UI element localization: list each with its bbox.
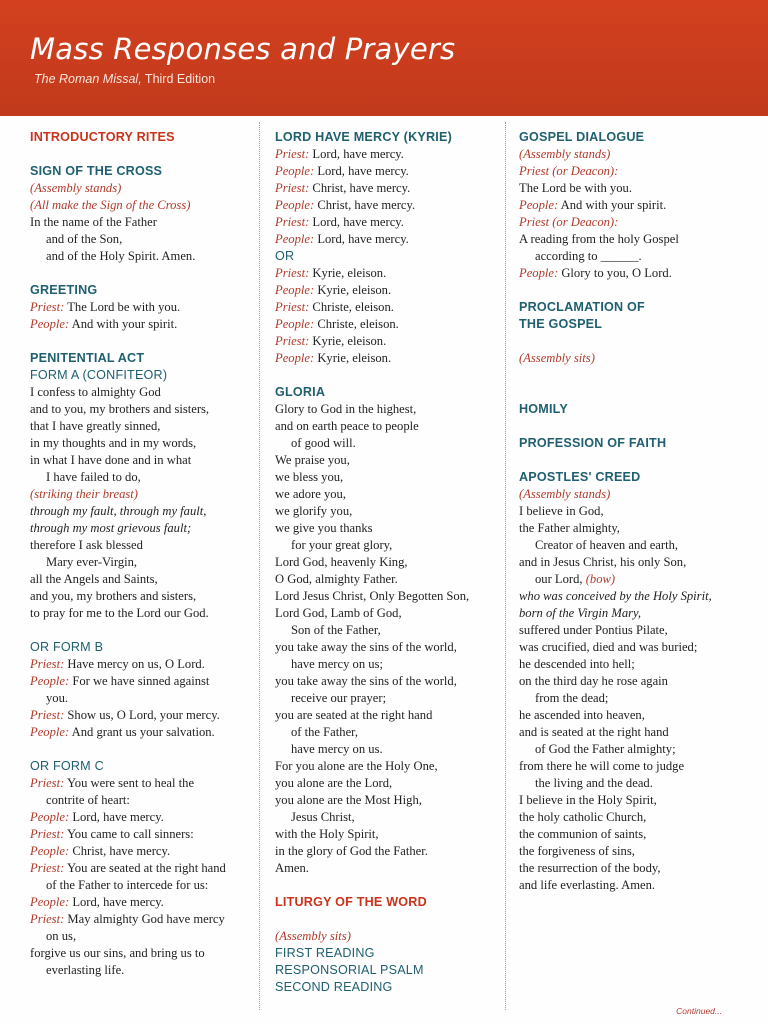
response-text: Kyrie, eleison. [314, 283, 392, 297]
speaker-label: Priest: [30, 776, 65, 790]
column-3 [519, 129, 754, 894]
prayer-line: In the name of the Father [30, 215, 157, 229]
dialogue-line [30, 707, 252, 724]
speaker-label: Priest: [30, 861, 65, 875]
dialogue-line [275, 333, 500, 350]
prayer-line: we glorify you, [275, 504, 353, 518]
speaker-label: People: [275, 232, 315, 246]
spacer [275, 367, 500, 384]
response-text: The Lord be with you. [64, 300, 181, 314]
spacer [30, 146, 252, 163]
response-text: And with your spirit. [558, 198, 667, 212]
dialogue-line [30, 894, 252, 911]
prayer-line: Son of the Father, [291, 623, 381, 637]
response-text: And grant us your salvation. [69, 725, 215, 739]
response-text: Kyrie, eleison. [309, 334, 387, 348]
prayer-line-italic: who was conceived by the Holy Spirit, [519, 589, 712, 603]
dialogue-line [275, 146, 500, 163]
prayer-line: have mercy on us. [291, 742, 383, 756]
prayer-line: and of the Holy Spirit. Amen. [46, 249, 196, 263]
spacer [30, 265, 252, 282]
dialogue-line [275, 265, 500, 282]
dialogue-line [30, 316, 252, 333]
prayer-line: O God, almighty Father. [275, 572, 398, 586]
prayer-line: We praise you, [275, 453, 350, 467]
speaker-label: Priest: [30, 300, 65, 314]
prayer-line: Lord God, heavenly King, [275, 555, 408, 569]
response-text: Lord, have mercy. [309, 215, 404, 229]
prayer-line: he descended into hell; [519, 657, 635, 671]
prayer-line: The Lord be with you. [519, 181, 632, 195]
prayer-line: was crucified, died and was buried; [519, 640, 698, 654]
rubric: (Assembly stands) [519, 147, 611, 161]
response-text: Show us, O Lord, your mercy. [64, 708, 220, 722]
prayer-line: have mercy on us; [291, 657, 383, 671]
prayer-line: in my thoughts and in my words, [30, 436, 197, 450]
speaker-label: People: [275, 198, 315, 212]
prayer-line: you take away the sins of the world, [275, 674, 457, 688]
speaker-label: Priest: [275, 266, 310, 280]
response-text: Have mercy on us, O Lord. [64, 657, 205, 671]
section-heading: OR FORM C [30, 759, 104, 773]
dialogue-line [519, 265, 754, 282]
rubric: Priest (or Deacon): [519, 164, 619, 178]
speaker-label: People: [30, 844, 70, 858]
dialogue-line [275, 316, 500, 333]
prayer-line: and you, my brothers and sisters, [30, 589, 197, 603]
dialogue-line [275, 180, 500, 197]
speaker-label: Priest: [275, 181, 310, 195]
prayer-line: you. [46, 691, 69, 705]
dialogue-line [275, 350, 500, 367]
prayer-line: of the Father, [291, 725, 358, 739]
dialogue-line [30, 809, 252, 826]
speaker-label: Priest: [275, 215, 310, 229]
speaker-label: Priest: [275, 334, 310, 348]
prayer-line: and in Jesus Christ, his only Son, [519, 555, 687, 569]
prayer-line: with the Holy Spirit, [275, 827, 379, 841]
prayer-line: the Father almighty, [519, 521, 620, 535]
speaker-label: People: [30, 725, 70, 739]
rubric: (Assembly stands) [519, 487, 611, 501]
rubric: Priest (or Deacon): [519, 215, 619, 229]
prayer-line: you are seated at the right hand [275, 708, 433, 722]
column-divider [505, 122, 506, 1010]
response-text: Kyrie, eleison. [314, 351, 392, 365]
speaker-label: People: [519, 198, 559, 212]
spacer [30, 622, 252, 639]
rubric: (All make the Sign of the Cross) [30, 198, 191, 212]
section-heading: FIRST READING [275, 946, 375, 960]
speaker-label: People: [519, 266, 559, 280]
prayer-line: from the dead; [535, 691, 609, 705]
prayer-line: we bless you, [275, 470, 344, 484]
section-heading: LORD HAVE MERCY (KYRIE) [275, 130, 452, 144]
dialogue-line [275, 299, 500, 316]
prayer-line: you alone are the Lord, [275, 776, 393, 790]
section-heading: THE GOSPEL [519, 317, 603, 331]
dialogue-line [275, 231, 500, 248]
section-heading: PROFESSION OF FAITH [519, 436, 667, 450]
section-heading: PROCLAMATION OF [519, 300, 645, 314]
section-heading: HOMILY [519, 402, 569, 416]
prayer-line: and on earth peace to people [275, 419, 419, 433]
response-text: You are seated at the right hand [64, 861, 226, 875]
section-heading: OR FORM B [30, 640, 104, 654]
dialogue-line [30, 673, 252, 690]
dialogue-line [30, 656, 252, 673]
prayer-line: and of the Son, [46, 232, 123, 246]
spacer [275, 877, 500, 894]
prayer-line: I have failed to do, [46, 470, 141, 484]
prayer-line: the resurrection of the body, [519, 861, 661, 875]
prayer-line: contrite of heart: [46, 793, 130, 807]
rubric-inline: (bow) [585, 572, 616, 586]
prayer-line: A reading from the holy Gospel [519, 232, 679, 246]
response-text: Lord, have mercy. [314, 164, 409, 178]
spacer [519, 282, 754, 299]
speaker-label: People: [30, 810, 70, 824]
prayer-line: in what I have done and in what [30, 453, 192, 467]
spacer [519, 333, 754, 350]
response-text: Lord, have mercy. [314, 232, 409, 246]
dialogue-line [30, 724, 252, 741]
prayer-line-italic: through my most grievous fault; [30, 521, 192, 535]
section-heading: SECOND READING [275, 980, 393, 994]
prayer-line: and life everlasting. Amen. [519, 878, 656, 892]
speaker-label: People: [30, 674, 70, 688]
section-heading: GOSPEL DIALOGUE [519, 130, 645, 144]
prayer-line [519, 571, 754, 588]
prayer-line: all the Angels and Saints, [30, 572, 158, 586]
section-heading: LITURGY OF THE WORD [275, 895, 427, 909]
section-heading: APOSTLES' CREED [519, 470, 641, 484]
spacer [275, 911, 500, 928]
section-heading: GLORIA [275, 385, 326, 399]
response-text: Christe, eleison. [309, 300, 394, 314]
prayer-line: for your great glory, [291, 538, 393, 552]
prayer-line: receive our prayer; [291, 691, 387, 705]
prayer-line: I believe in the Holy Spirit, [519, 793, 657, 807]
prayer-line: suffered under Pontius Pilate, [519, 623, 668, 637]
prayer-line: in the glory of God the Father. [275, 844, 428, 858]
prayer-line: the holy catholic Church, [519, 810, 647, 824]
section-heading: RESPONSORIAL PSALM [275, 963, 424, 977]
prayer-line: the communion of saints, [519, 827, 647, 841]
section-heading: GREETING [30, 283, 98, 297]
prayer-line: and is seated at the right hand [519, 725, 669, 739]
speaker-label: Priest: [275, 147, 310, 161]
response-text: For we have sinned against [69, 674, 210, 688]
speaker-label: Priest: [30, 657, 65, 671]
response-text: Glory to you, O Lord. [558, 266, 672, 280]
speaker-label: Priest: [30, 827, 65, 841]
prayer-line: you take away the sins of the world, [275, 640, 457, 654]
speaker-label: People: [275, 164, 315, 178]
prayer-line: Creator of heaven and earth, [535, 538, 679, 552]
dialogue-line [275, 214, 500, 231]
dialogue-line [30, 843, 252, 860]
dialogue-line [30, 826, 252, 843]
response-text: Christ, have mercy. [314, 198, 416, 212]
prayer-line: on us, [46, 929, 77, 943]
response-text: You came to call sinners: [64, 827, 194, 841]
spacer [30, 741, 252, 758]
prayer-line: we give you thanks [275, 521, 373, 535]
response-text: Lord, have mercy. [69, 895, 164, 909]
prayer-line: I confess to almighty God [30, 385, 161, 399]
speaker-label: Priest: [30, 708, 65, 722]
header-banner [0, 0, 768, 116]
dialogue-line [519, 197, 754, 214]
dialogue-line [275, 197, 500, 214]
prayer-line: the living and the dead. [535, 776, 653, 790]
dialogue-line [275, 163, 500, 180]
prayer-line: therefore I ask blessed [30, 538, 143, 552]
section-heading: SIGN OF THE CROSS [30, 164, 163, 178]
prayer-line: of good will. [291, 436, 356, 450]
column-2 [275, 129, 500, 996]
column-1 [30, 129, 252, 979]
response-text: Christ, have mercy. [309, 181, 411, 195]
prayer-line: Glory to God in the highest, [275, 402, 417, 416]
prayer-line: Jesus Christ, [291, 810, 355, 824]
response-text: Lord, have mercy. [309, 147, 404, 161]
rubric: (Assembly sits) [275, 929, 351, 943]
rubric: (Assembly stands) [30, 181, 122, 195]
speaker-label: People: [30, 895, 70, 909]
speaker-label: People: [275, 351, 315, 365]
subtitle-book: The Roman Missal, [34, 72, 142, 86]
spacer [519, 418, 754, 435]
speaker-label: People: [275, 283, 315, 297]
section-heading: PENITENTIAL ACT [30, 351, 145, 365]
response-text: Christ, have mercy. [69, 844, 171, 858]
speaker-label: Priest: [275, 300, 310, 314]
section-heading: INTRODUCTORY RITES [30, 130, 175, 144]
prayer-line: For you alone are the Holy One, [275, 759, 438, 773]
prayer-line-italic: through my fault, through my fault, [30, 504, 207, 518]
prayer-line: forgive us our sins, and bring us to [30, 946, 205, 960]
response-text: Lord, have mercy. [69, 810, 164, 824]
prayer-line: and to you, my brothers and sisters, [30, 402, 210, 416]
prayer-line: on the third day he rose again [519, 674, 668, 688]
dialogue-line [30, 775, 252, 792]
prayer-line: I believe in God, [519, 504, 604, 518]
spacer [519, 452, 754, 469]
prayer-line: to pray for me to the Lord our God. [30, 606, 209, 620]
page-subtitle [34, 72, 215, 86]
response-text: May almighty God have mercy [64, 912, 225, 926]
prayer-line: we adore you, [275, 487, 346, 501]
prayer-line: Lord Jesus Christ, Only Begotten Son, [275, 589, 470, 603]
line-text: our Lord, [535, 572, 586, 586]
prayer-line: Amen. [275, 861, 309, 875]
prayer-line: everlasting life. [46, 963, 125, 977]
rubric: (striking their breast) [30, 487, 138, 501]
prayer-line: that I have greatly sinned, [30, 419, 161, 433]
continued-note: Continued... [676, 1006, 722, 1016]
section-heading: OR [275, 249, 295, 263]
prayer-line: of the Father to intercede for us: [46, 878, 209, 892]
prayer-line: according to ______. [535, 249, 642, 263]
prayer-line-italic: born of the Virgin Mary, [519, 606, 642, 620]
prayer-line: of God the Father almighty; [535, 742, 676, 756]
rubric: (Assembly sits) [519, 351, 595, 365]
prayer-line: the forgiveness of sins, [519, 844, 635, 858]
dialogue-line [30, 860, 252, 877]
prayer-line: from there he will come to judge [519, 759, 685, 773]
page-title: Mass Responses and Prayers [30, 32, 456, 66]
speaker-label: Priest: [30, 912, 65, 926]
section-heading: FORM A (CONFITEOR) [30, 368, 168, 382]
dialogue-line [275, 282, 500, 299]
dialogue-line [30, 299, 252, 316]
prayer-line: you alone are the Most High, [275, 793, 422, 807]
prayer-line: Lord God, Lamb of God, [275, 606, 402, 620]
response-text: Kyrie, eleison. [309, 266, 387, 280]
column-divider [259, 122, 260, 1010]
spacer [30, 333, 252, 350]
prayer-line: he ascended into heaven, [519, 708, 645, 722]
spacer [519, 367, 754, 401]
prayer-line: Mary ever-Virgin, [46, 555, 138, 569]
dialogue-line [30, 911, 252, 928]
subtitle-edition: Third Edition [141, 72, 216, 86]
speaker-label: People: [30, 317, 70, 331]
speaker-label: People: [275, 317, 315, 331]
response-text: And with your spirit. [69, 317, 178, 331]
response-text: You were sent to heal the [64, 776, 195, 790]
response-text: Christe, eleison. [314, 317, 399, 331]
